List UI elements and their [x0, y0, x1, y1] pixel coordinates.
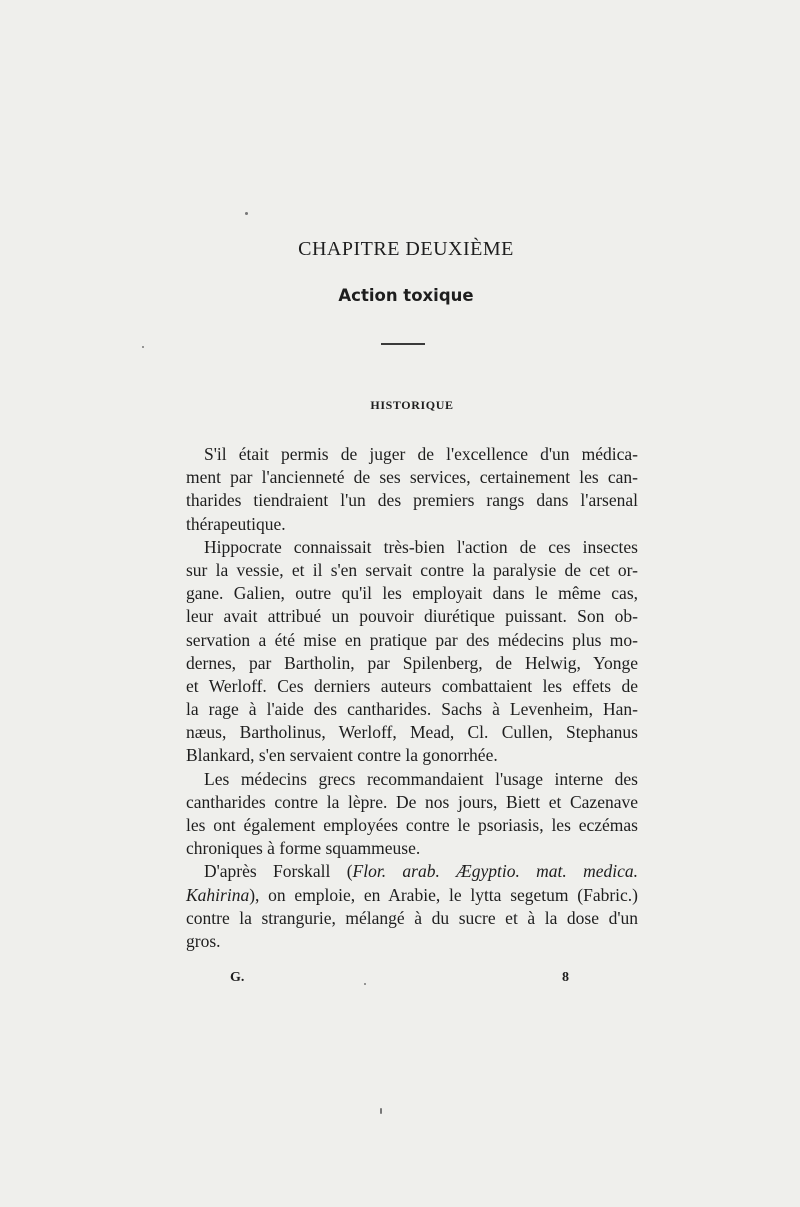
text-run: leur avait attribué un pouvoir diurétique puissant. Son ob- — [186, 606, 638, 627]
text-run: et Werloff. Ces derniers auteurs combattaient les effets de — [186, 675, 638, 696]
text-line — [186, 860, 638, 883]
text-run: D'après Forskall ( — [204, 861, 353, 882]
text-line — [186, 605, 638, 628]
text-line — [186, 884, 638, 907]
text-line — [186, 536, 638, 559]
text-run: Les médecins grecs recommandaient l'usage interne des — [204, 768, 638, 789]
text-line — [186, 744, 638, 767]
text-line — [186, 443, 638, 466]
text-line — [186, 675, 638, 698]
text-line — [186, 489, 638, 512]
text-run: servation a été mise en pratique par des médecins plus mo- — [186, 629, 638, 650]
text-run: cantharides contre la lèpre. De nos jours, Biett et Cazenave — [186, 791, 638, 812]
italic-citation: Kahirina — [186, 884, 250, 905]
page-footer — [0, 970, 800, 990]
chapter-title: CHAPITRE DEUXIÈME — [298, 238, 514, 260]
signature-number: 8 — [562, 970, 569, 985]
text-line — [186, 814, 638, 837]
text-run: dernes, par Bartholin, par Spilenberg, de Helwig, Yonge — [186, 652, 638, 673]
text-line — [186, 466, 638, 489]
paper-speck — [142, 346, 144, 348]
text-line — [186, 698, 638, 721]
text-line — [186, 907, 638, 930]
text-run: Blankard, s'en servaient contre la gonorrhée. — [186, 745, 498, 766]
text-run: chroniques à forme squammeuse. — [186, 838, 421, 859]
paper-speck — [245, 212, 248, 215]
text-line — [186, 582, 638, 605]
text-run: tharides tiendraient l'un des premiers rangs dans l'arsenal — [186, 490, 638, 511]
text-line — [186, 721, 638, 744]
text-run: sur la vessie, et il s'en servait contre la paralysie de cet or- — [186, 559, 638, 580]
italic-citation: Flor. arab. Ægyptio. mat. medica. — [352, 861, 639, 882]
ornamental-rule — [381, 343, 425, 345]
text-run: ), on emploie, en Arabie, le lytta segetum (Fabric.) — [249, 884, 638, 905]
text-run: les ont également employées contre le psoriasis, les eczémas — [186, 815, 638, 835]
text-line — [186, 652, 638, 675]
text-line — [186, 837, 638, 860]
text-run: thérapeutique. — [186, 513, 286, 534]
text-run: contre la strangurie, mélangé à du sucre et à la dose d'un — [186, 907, 638, 928]
text-line — [186, 513, 638, 536]
body-text — [186, 443, 638, 953]
text-run: gros. — [186, 930, 221, 951]
text-line — [186, 930, 638, 953]
signature-mark: G. — [230, 970, 245, 985]
text-line — [186, 768, 638, 791]
text-run: næus, Bartholinus, Werloff, Mead, Cl. Cullen, Stephanus — [186, 722, 638, 743]
text-run: S'il était permis de juger de l'excellence d'un médica- — [204, 444, 638, 464]
section-title: HISTORIQUE — [370, 398, 454, 412]
paper-speck — [380, 1108, 382, 1114]
text-line — [186, 791, 638, 814]
text-line — [186, 559, 638, 582]
text-run: ment par l'ancienneté de ses services, certainement les can- — [186, 467, 638, 488]
chapter-subtitle: Action toxique — [338, 286, 474, 305]
text-run: gane. Galien, outre qu'il les employait dans le même cas, — [186, 583, 638, 604]
text-line — [186, 629, 638, 652]
paper-speck — [364, 983, 366, 985]
text-run: la rage à l'aide des cantharides. Sachs à Levenheim, Han- — [186, 699, 638, 720]
text-run: Hippocrate connaissait très-bien l'action de ces insectes — [204, 536, 638, 557]
